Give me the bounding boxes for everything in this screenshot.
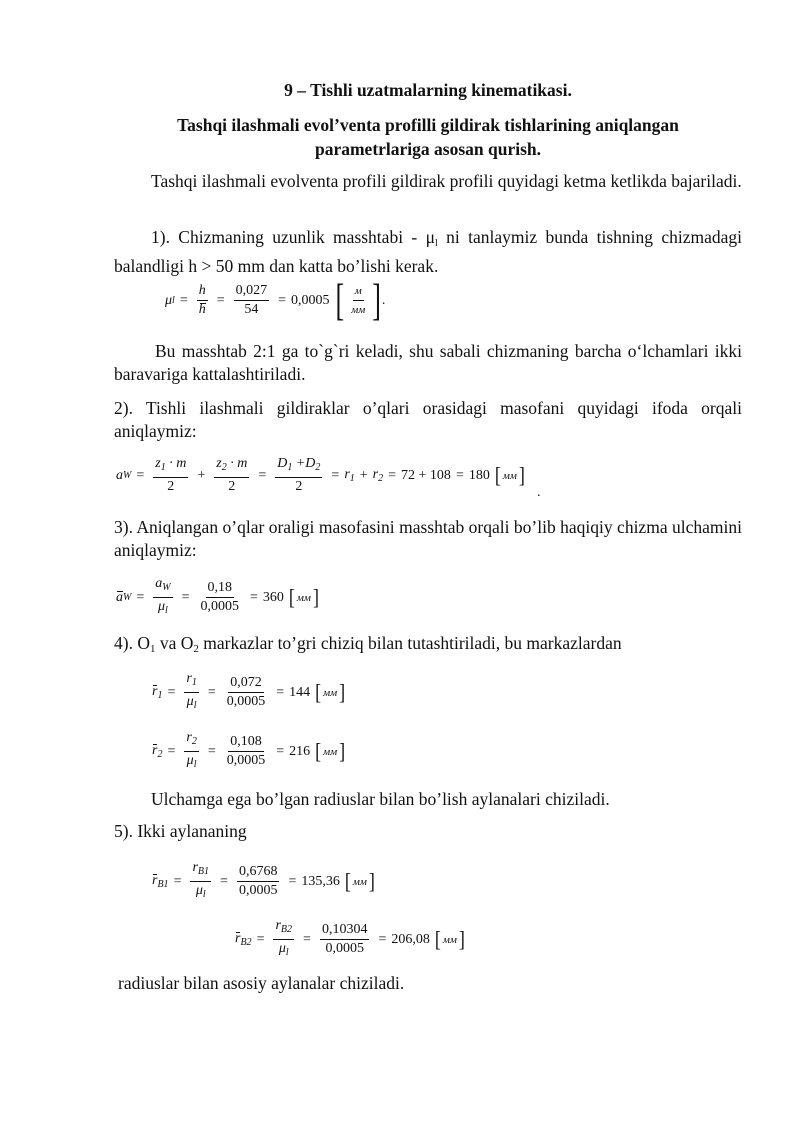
formula-base-radius-1: $r_{B1}$ = $\frac{r_{B1}}{\mu_l}$ = $\frac{0,6768}{0,0005}$ = 135,36 [ мм ]: [152, 860, 375, 900]
formula-base-radius-2: $r_{B2}$ = $\frac{r_{B2}}{\mu_l}$ = $\frac{0,10304}{0,0005}$ = 206,08 [ мм ]: [235, 918, 465, 958]
section-title: 9 – Tishli uzatmalarning kinematikasi.: [284, 80, 572, 100]
step-2-paragraph: 2). Tishli ilashmali gildiraklar o’qlari orasidagi masofani quyidagi ifoda orqali aniqlaymiz:: [114, 398, 742, 441]
section-subtitle: Tashqi ilashmali evol’venta profilli gildirak tishlarining aniqlangan parametrlariga asosan qurish.: [177, 115, 679, 159]
pitch-circles-note: Ulchamga ega bo’lgan radiuslar bilan bo’lish aylanalari chiziladi.: [151, 789, 610, 809]
formula-center-distance: a W = $\frac{z_1 \cdot m}{2}$ + $\frac{z_2 \cdot m}{2}$ = $\frac{D_1 +D_2}{2}$ = $r_1$ + $r_2$ = 72 + 108 = 180 [ мм ]: [116, 456, 525, 494]
step-1-paragraph: 1). Chizmaning uzunlik masshtabi - $\mu_l$ ni tanlaymiz bunda tishning chizmadagi balandligi h > 50 mm dan katta bo’lishi kerak.: [114, 227, 743, 276]
formula-dot: .: [537, 485, 541, 500]
scale-note-paragraph: Bu masshtab 2:1 ga to`g`ri keladi, shu sabali chizmaning barcha o‘lchamlari ikki baravariga kattalashtiriladi.: [114, 341, 742, 384]
step-5-paragraph: 5). Ikki aylananing: [114, 821, 247, 841]
formula-scale: μ l = $\frac{h}{h}$ = $\frac{0,027}{54}$ = 0,0005 [ $\frac{м}{мм}$ ] .: [165, 275, 386, 325]
formula-drawing-distance: a W = $\frac{a_W}{\mu_l}$ = $\frac{0,18}{0,0005}$ = 360 [ мм ]: [116, 576, 319, 616]
step-4-paragraph: 4). $O_1$ va $O_2$ markazlar to’gri chiziq bilan tutashtiriladi, bu markazlardan: [114, 633, 622, 655]
intro-paragraph: Tashqi ilashmali evolventa profili gildirak profili quyidagi ketma ketlikda bajariladi.: [151, 171, 742, 191]
base-circles-note: radiuslar bilan asosiy aylanalar chiziladi.: [118, 973, 405, 993]
formula-radius-2: $r_2$ = $\frac{r_2}{\mu_l}$ = $\frac{0,108}{0,0005}$ = 216 [ мм ]: [152, 730, 346, 770]
formula-radius-1: $r_1$ = $\frac{r_1}{\mu_l}$ = $\frac{0,072}{0,0005}$ = 144 [ мм ]: [152, 671, 346, 711]
step-3-paragraph: 3). Aniqlangan o’qlar oraligi masofasini masshtab orqali bo’lib haqiqiy chizma ulchamini aniqlaymiz:: [114, 517, 742, 560]
